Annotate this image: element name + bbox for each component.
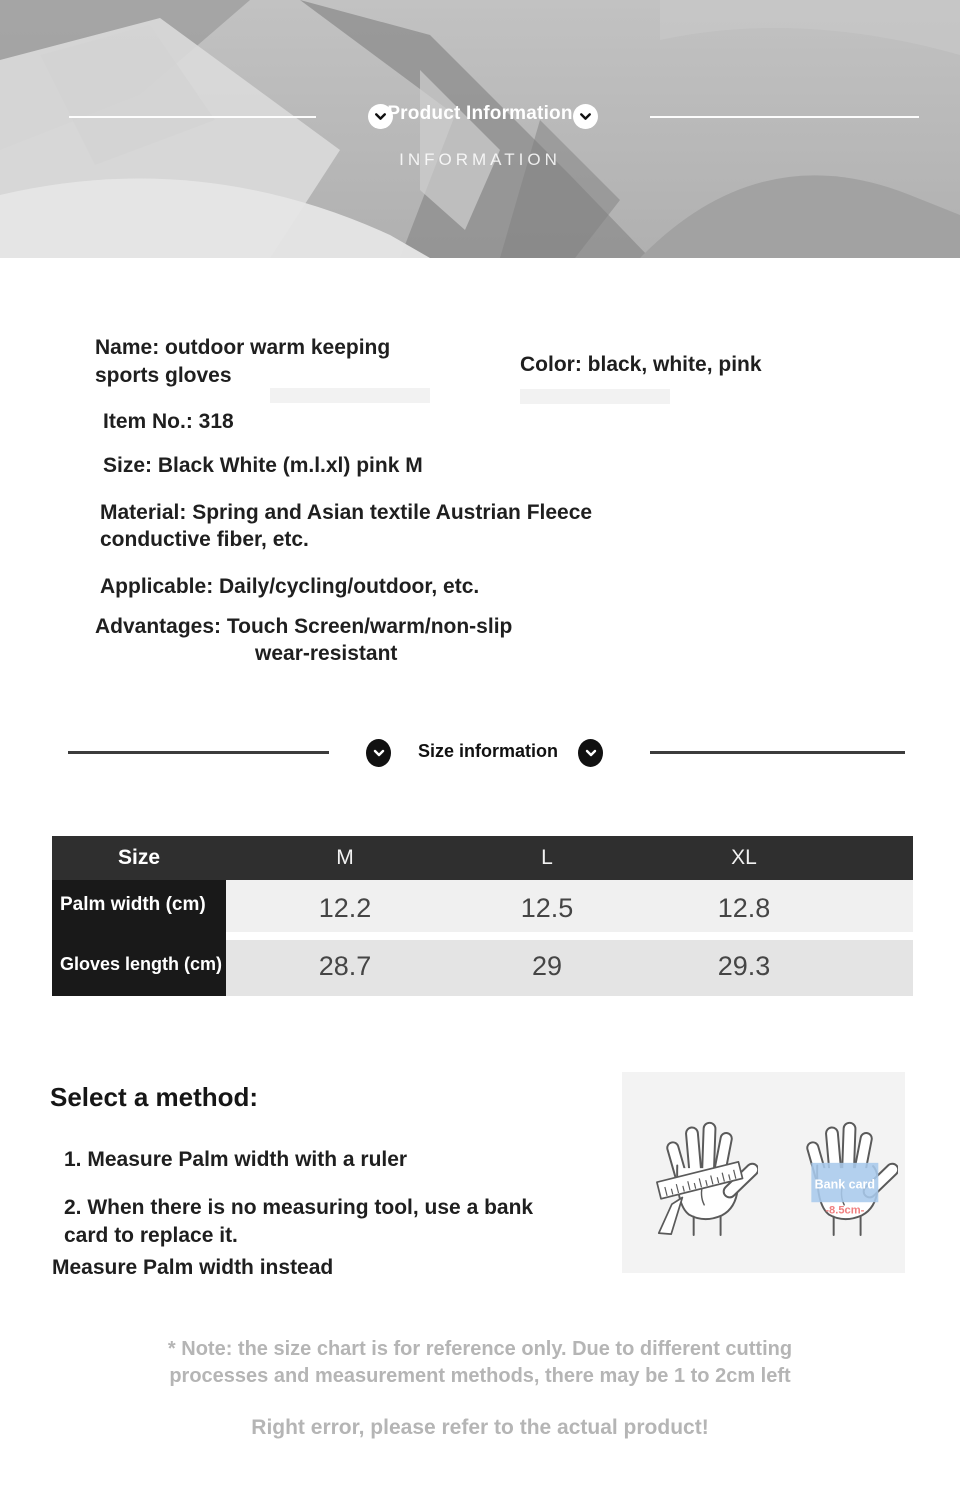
method-step-1: 1. Measure Palm width with a ruler [64, 1148, 408, 1171]
product-size: Size: Black White (m.l.xl) pink M [103, 454, 423, 477]
palm-width-m: 12.2 [318, 893, 372, 923]
method-step-3: Measure Palm width instead [52, 1256, 334, 1279]
size-section-title: Size information [417, 741, 558, 761]
method-step-2-line2: card to replace it. [64, 1224, 238, 1247]
size-table-corner-cell: Size [117, 846, 161, 869]
product-applicable: Applicable: Daily/cycling/outdoor, etc. [100, 575, 480, 598]
palm-width-xl: 12.8 [717, 893, 771, 923]
chevron-down-icon [578, 739, 603, 767]
product-name-line1: Name: outdoor warm keeping [95, 336, 391, 359]
product-material-line2: conductive fiber, etc. [100, 528, 309, 551]
product-material-line1: Material: Spring and Asian textile Austrian Fleece [100, 501, 593, 524]
banner-title: Product Information [387, 103, 573, 124]
product-advantages-line2: wear-resistant [255, 642, 398, 665]
note-line2: processes and measurement methods, there may be 1 to 2cm left [169, 1365, 791, 1387]
hand-with-bank-card-illustration [770, 1090, 898, 1258]
method-section-title: Select a method: [50, 1082, 259, 1112]
ghost-highlight [520, 389, 670, 404]
note-line1: * Note: the size chart is for reference only. Due to different cutting [167, 1338, 793, 1360]
gloves-length-m: 28.7 [318, 951, 372, 981]
product-advantages-line1: Advantages: Touch Screen/warm/non-slip [95, 615, 513, 638]
hand-with-ruler-illustration [630, 1090, 758, 1258]
palm-width-l: 12.5 [520, 893, 574, 923]
product-color: Color: black, white, pink [520, 353, 762, 376]
method-step-2-line1: 2. When there is no measuring tool, use a bank [64, 1196, 534, 1219]
size-divider-line-right [650, 751, 905, 754]
product-name-line2: sports gloves [95, 364, 232, 387]
chevron-down-icon [366, 739, 391, 767]
size-table-col-xl: XL [731, 846, 757, 869]
size-table-col-m: M [336, 846, 354, 869]
banner-subtitle: INFORMATION [399, 150, 561, 169]
row-label-gloves-length: Gloves length (cm) [60, 954, 223, 974]
ghost-highlight [270, 388, 430, 403]
product-item-no: Item No.: 318 [103, 410, 234, 433]
gloves-length-xl: 29.3 [717, 951, 771, 981]
note-line3: Right error, please refer to the actual product! [251, 1416, 709, 1439]
banner [0, 0, 960, 258]
card-width-label: -8.5cm- [825, 1204, 865, 1217]
row-label-palm-width: Palm width (cm) [60, 894, 206, 915]
measurement-illustration-panel [622, 1072, 905, 1273]
size-table-col-l: L [541, 846, 553, 869]
size-divider-line-left [68, 751, 329, 754]
bank-card-label: Bank card [814, 1177, 875, 1192]
gloves-length-l: 29 [531, 951, 563, 981]
mountain-image [0, 0, 960, 258]
